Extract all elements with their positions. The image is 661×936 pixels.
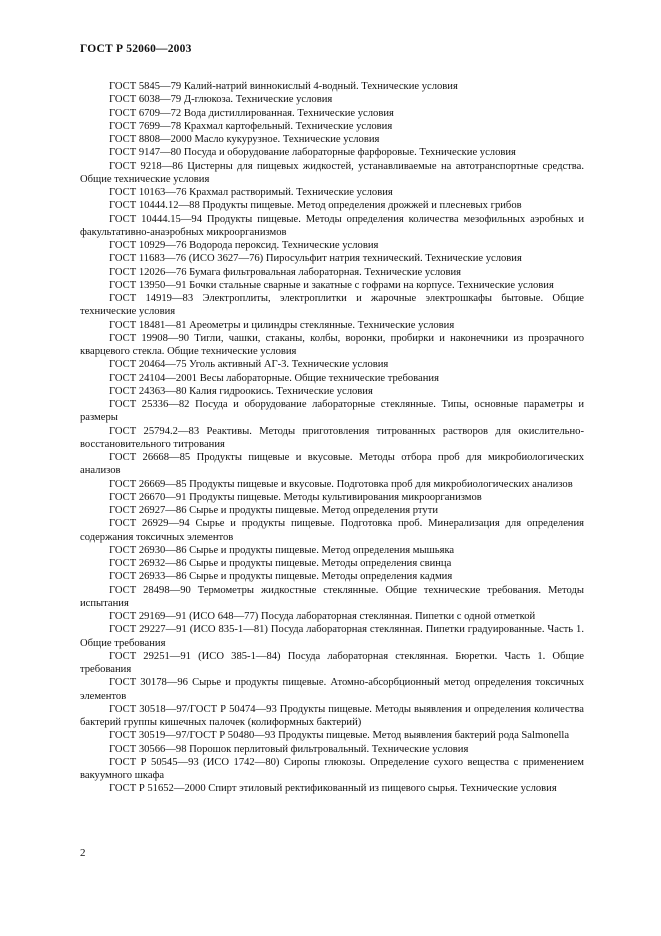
reference-item: ГОСТ 9218—86 Цистерны для пищевых жидкостей, устанавливаемые на автотранспортные средства. Общие технические условия: [80, 160, 584, 185]
reference-item: ГОСТ 10929—76 Водорода пероксид. Технические условия: [109, 240, 379, 251]
reference-item: ГОСТ 19908—90 Тигли, чашки, стаканы, колбы, воронки, пробирки и наконечники из прозрачного кварцевого стекла. Общие технические условия: [80, 332, 584, 357]
reference-item: ГОСТ 10444.15—94 Продукты пищевые. Методы определения количества мезофильных аэробных и факультативно-анаэробных микроорганизмов: [80, 213, 584, 238]
reference-item: ГОСТ 8808—2000 Масло кукурузное. Технические условия: [109, 134, 380, 145]
reference-item: ГОСТ 26670—91 Продукты пищевые. Методы культивирования микроорганизмов: [109, 491, 482, 503]
reference-item: ГОСТ 29251—91 (ИСО 385-1—84) Посуда лабораторная стеклянная. Бюретки. Часть 1. Общие требования: [80, 650, 584, 675]
reference-list: [80, 80, 584, 796]
reference-item: ГОСТ 26929—94 Сырье и продукты пищевые. Подготовка проб. Минерализация для определения содержания токсичных элементов: [80, 518, 584, 543]
document-header: ГОСТ Р 52060—2003: [80, 43, 192, 55]
reference-item: ГОСТ 5845—79 Калий-натрий виннокислый 4-водный. Технические условия: [109, 81, 458, 92]
reference-item: ГОСТ 28498—90 Термометры жидкостные стеклянные. Общие технические требования. Методы испытания: [80, 584, 584, 609]
reference-item: ГОСТ 29227—91 (ИСО 835-1—81) Посуда лабораторная стеклянная. Пипетки градуированные. Часть 1. Общие требования: [80, 624, 584, 649]
reference-item: ГОСТ 10163—76 Крахмал растворимый. Технические условия: [109, 187, 393, 198]
reference-item: ГОСТ 9147—80 Посуда и оборудование лабораторные фарфоровые. Технические условия: [109, 147, 516, 159]
reference-item: ГОСТ 18481—81 Ареометры и цилиндры стеклянные. Технические условия: [109, 319, 455, 331]
reference-item: ГОСТ 25794.2—83 Реактивы. Методы приготовления титрованных растворов для окислительно-восстановительного титрования: [80, 425, 584, 450]
reference-item: ГОСТ 26669—85 Продукты пищевые и вкусовые. Подготовка проб для микробиологических анализов: [109, 478, 573, 490]
reference-item: ГОСТ 26933—86 Сырье и продукты пищевые. Методы определения кадмия: [109, 571, 453, 583]
reference-item: ГОСТ 26930—86 Сырье и продукты пищевые. Метод определения мышьяка: [109, 544, 455, 556]
reference-item: ГОСТ 29169—91 (ИСО 648—77) Посуда лабораторная стеклянная. Пипетки с одной отметкой: [109, 611, 536, 622]
reference-item: ГОСТ 7699—78 Крахмал картофельный. Технические условия: [109, 120, 393, 132]
reference-item: ГОСТ 25336—82 Посуда и оборудование лабораторные стеклянные. Типы, основные параметры и размеры: [80, 399, 584, 424]
reference-item: ГОСТ 13950—91 Бочки стальные сварные и закатные с гофрами на корпусе. Технические условия: [109, 279, 554, 291]
reference-item: ГОСТ 12026—76 Бумага фильтровальная лабораторная. Технические условия: [109, 266, 461, 278]
reference-item: ГОСТ 6038—79 Д-глюкоза. Технические условия: [109, 94, 333, 106]
reference-item: ГОСТ 30518—97/ГОСТ Р 50474—93 Продукты пищевые. Методы выявления и определения количества бактерий группы кишечных палочек (колиформных бактерий): [80, 703, 584, 728]
reference-item: ГОСТ 30566—98 Порошок перлитовый фильтровальный. Технические условия: [109, 743, 469, 755]
reference-item: ГОСТ 14919—83 Электроплиты, электроплитки и жарочные электрошкафы бытовые. Общие технические условия: [80, 293, 584, 318]
reference-item: ГОСТ 20464—75 Уголь активный АГ-3. Технические условия: [109, 359, 389, 371]
reference-item: ГОСТ 24104—2001 Весы лабораторные. Общие технические требования: [109, 372, 439, 384]
reference-item: ГОСТ 26932—86 Сырье и продукты пищевые. Методы определения свинца: [109, 558, 452, 569]
reference-item: ГОСТ 26927—86 Сырье и продукты пищевые. Метод определения ртути: [109, 505, 439, 516]
reference-item: ГОСТ 6709—72 Вода дистиллированная. Технические условия: [109, 107, 394, 119]
reference-item: ГОСТ Р 50545—93 (ИСО 1742—80) Сиропы глюкозы. Определение сухого вещества с применением вакуумного шкафа: [80, 756, 584, 781]
reference-item: ГОСТ 30178—96 Сырье и продукты пищевые. Атомно-абсорбционный метод определения токсичных элементов: [80, 677, 584, 702]
page-number: 2: [80, 847, 86, 859]
reference-item: ГОСТ 24363—80 Калия гидроокись. Технические условия: [109, 385, 373, 397]
reference-item: ГОСТ Р 51652—2000 Спирт этиловый ректификованный из пищевого сырья. Технические условия: [109, 783, 557, 795]
reference-item: ГОСТ 11683—76 (ИСО 3627—76) Пиросульфит натрия технический. Технические условия: [109, 253, 522, 265]
reference-item: ГОСТ 26668—85 Продукты пищевые и вкусовые. Методы отбора проб для микробиологических анализов: [80, 452, 584, 477]
reference-item: ГОСТ 10444.12—88 Продукты пищевые. Метод определения дрожжей и плесневых грибов: [109, 200, 522, 212]
reference-item: ГОСТ 30519—97/ГОСТ Р 50480—93 Продукты пищевые. Метод выявления бактерий рода Salmonella: [109, 730, 570, 742]
